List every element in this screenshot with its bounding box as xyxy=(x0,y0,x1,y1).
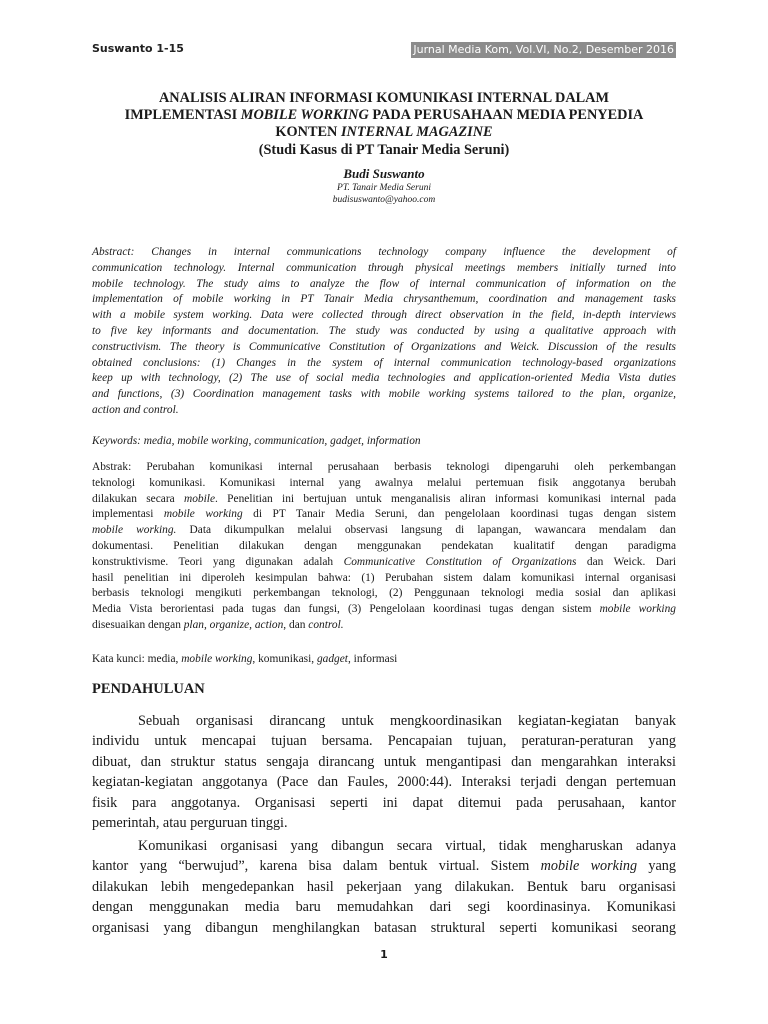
keyword-text: Kata kunci: media, xyxy=(92,653,182,665)
keywords-indonesian xyxy=(92,651,676,667)
abstrak-italic-term: mobile working xyxy=(599,603,676,616)
body-paragraph-2 xyxy=(92,836,676,938)
running-header xyxy=(92,42,676,60)
title-text: KONTEN xyxy=(275,124,341,140)
title-line-3 xyxy=(92,124,676,141)
title-line-1: ANALISIS ALIRAN INFORMASI KOMUNIKASI INTERNAL DALAM xyxy=(158,90,610,106)
abstract-line: to five key informants and documentation. The study was conducted by using a qualitative approach with xyxy=(92,324,676,337)
title-line-2 xyxy=(92,107,676,124)
abstract-line: with a mobile system working. Data were collected through direct observation in the field, in-depth interviews xyxy=(92,309,676,322)
abstrak-line: Abstrak: Perubahan komunikasi internal perusahaan berbasis teknologi dipengaruhi oleh perkembangan xyxy=(92,461,676,473)
abstrak-italic-term: plan, organize, action xyxy=(183,618,284,631)
abstract-line: Abstract: Changes in internal communications technology company influence the development of xyxy=(92,246,676,258)
body-text-span: yang xyxy=(637,858,676,875)
abstract-line: action and control. xyxy=(92,403,179,416)
abstract-line: mobile technology. The study aims to analyze the flow of internal communication of information on the xyxy=(92,277,676,290)
abstrak-text: dan Weick. Dari xyxy=(576,555,676,568)
abstrak-line: teknologi komunikasi. Komunikasi internal yang awalnya melalui pertemuan fisik anggotanya berubah xyxy=(92,476,676,489)
abstrak-text: konstruktivisme. Teori yang digunakan adalah xyxy=(92,555,344,568)
abstrak-text: implementasi xyxy=(92,508,164,521)
abstrak-text: . Penelitian ini bertujuan untuk menganalisis aliran informasi komunikasi internal pada xyxy=(215,492,677,505)
paper-title xyxy=(92,90,676,159)
keyword-italic: gadget xyxy=(316,653,348,665)
section-heading: PENDAHULUAN xyxy=(92,681,205,697)
abstrak-text: Data dikumpulkan melalui observasi langsung di lapangan, wawancara mendalam dan xyxy=(176,524,676,537)
abstrak-line xyxy=(92,602,676,618)
abstrak-text: Media Vista berorientasi pada tugas dan fungsi, (3) Pengelolaan koordinasi tugas dengan sistem xyxy=(92,603,600,616)
abstrak-line xyxy=(92,523,676,539)
body-line: dibuat, dan struktur status sengaja dirancang untuk mengantipasi dan mengarahkan interaksi xyxy=(92,753,676,770)
keyword-text: , informasi xyxy=(347,653,398,665)
abstrak-line xyxy=(92,618,676,634)
author-email: budisuswanto@yahoo.com xyxy=(332,195,436,205)
abstract-indonesian xyxy=(92,460,676,634)
title-italic-term: INTERNAL MAGAZINE xyxy=(340,124,493,140)
abstrak-italic-term: mobile working xyxy=(163,508,243,521)
abstrak-text: dilakukan secara xyxy=(92,492,184,505)
keywords-english: Keywords: media, mobile working, communication, gadget, information xyxy=(92,435,421,447)
abstrak-italic-term: mobile xyxy=(184,492,216,505)
abstrak-line: hasil penelitian ini diperoleh kesimpulan bahwa: (1) Perubahan sistem dalam komunikasi internal organisasi xyxy=(92,571,676,584)
body-line: individu untuk mencapai tujuan bersama. Pencapaian tujuan, peraturan-peraturan yang xyxy=(92,733,676,750)
body-text-span: kantor yang “berwujud”, karena bisa dalam bentuk virtual. Sistem xyxy=(92,858,541,875)
title-italic-term: MOBILE WORKING xyxy=(240,107,369,123)
abstract-english xyxy=(92,245,676,419)
abstract-line: implementation of mobile working in PT Tanair Media chrysanthemum, coordination and management tasks xyxy=(92,293,676,306)
body-italic-term: mobile working xyxy=(540,858,638,875)
abstrak-italic-term: Communicative Constitution of Organizations xyxy=(343,555,577,568)
abstrak-text: di PT Tanair Media Seruni, dan pengelolaan koordinasi tugas dengan sistem xyxy=(242,508,676,521)
abstrak-line xyxy=(92,507,676,523)
abstrak-text: disesuaikan dengan xyxy=(92,618,184,631)
author-name: Budi Suswanto xyxy=(343,166,425,181)
body-line: Sebuah organisasi dirancang untuk mengkoordinasikan kegiatan-kegiatan banyak xyxy=(138,713,676,729)
header-journal-info: Jurnal Media Kom, Vol.VI, No.2, Desember 2016 xyxy=(413,43,674,56)
body-line: Komunikasi organisasi yang dibangun secara virtual, tidak mengharuskan adanya xyxy=(138,838,676,854)
abstrak-line xyxy=(92,492,676,508)
body-line: fisik para anggotanya. Organisasi seperti ini dapat ditemui pada perusahaan, kantor xyxy=(92,794,676,811)
abstrak-line: berbasis teknologi mengikuti perkembangan teknologi, (2) Penggunaan teknologi media sosial dan aplikasi xyxy=(92,587,676,600)
header-author-pages: Suswanto 1-15 xyxy=(92,42,184,55)
abstract-line: obtained conclusions: (1) Changes in the system of internal communication technology-based organizations xyxy=(92,356,676,369)
author-affiliation: PT. Tanair Media Seruni xyxy=(337,183,431,193)
keyword-text: , komunikasi, xyxy=(252,653,317,665)
body-paragraph-1 xyxy=(92,711,676,833)
abstrak-italic-term: control. xyxy=(308,618,344,631)
keyword-italic: mobile working xyxy=(181,653,253,665)
body-line: pemerintah, atau perguruan tinggi. xyxy=(92,815,288,832)
abstract-line: communication technology. Internal communication through physical meetings members initially turned into xyxy=(92,261,676,274)
abstract-line: keep up with technology, (2) The use of social media technologies and application-oriented Media Vista duties xyxy=(92,372,676,385)
author-block xyxy=(92,166,676,206)
abstrak-italic-term: mobile working. xyxy=(92,524,177,537)
body-line: kegiatan-kegiatan anggotanya (Pace dan Faules, 2000:44). Interaksi terjadi dengan pertemuan xyxy=(92,774,676,791)
title-text: PADA PERUSAHAAN MEDIA PENYEDIA xyxy=(368,107,644,123)
paper-subtitle: (Studi Kasus di PT Tanair Media Seruni) xyxy=(258,142,510,158)
abstract-line: and functions, (3) Coordination management tasks with mobile working systems tailored to the plan, organize, xyxy=(92,388,676,401)
body-line: dilakukan lebih mengedepankan hasil pekerjaan yang dilakukan. Bentuk baru organisasi xyxy=(92,878,676,895)
page-number: 1 xyxy=(380,948,388,961)
body-line xyxy=(92,856,676,876)
abstrak-line: dokumentasi. Penelitian dilakukan dengan menggunakan pendekatan kualitatif dengan paradigma xyxy=(92,539,676,552)
body-line: organisasi yang dibangun menghilangkan batasan struktural seperti komunikasi seorang xyxy=(92,919,676,936)
abstrak-line xyxy=(92,555,676,571)
title-text: IMPLEMENTASI xyxy=(124,107,241,123)
abstrak-text: , dan xyxy=(283,618,309,631)
abstract-line: constructivism. The theory is Communicative Constitution of Organizations and Weick. Discussion of the results xyxy=(92,340,676,353)
body-line: dengan menggunakan media baru memudahkan dari segi koordinasinya. Komunikasi xyxy=(92,899,676,916)
